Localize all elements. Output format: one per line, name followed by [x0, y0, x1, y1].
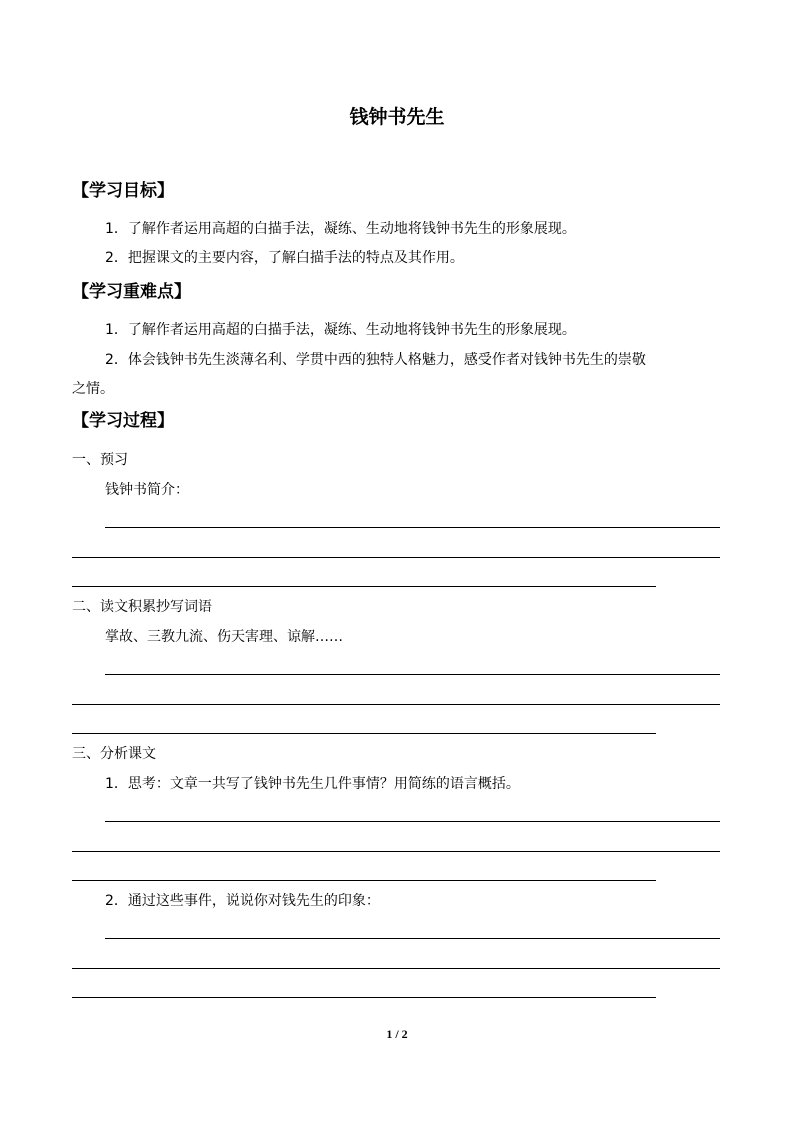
section-heading-goals: 【学习目标】	[72, 181, 174, 201]
subsection-title-analysis: 三、分析课文	[72, 746, 156, 762]
answer-line[interactable]	[72, 733, 656, 734]
subsection-title-vocab: 二、读文积累抄写词语	[72, 599, 212, 615]
section-heading-key-points: 【学习重难点】	[72, 282, 191, 302]
answer-line[interactable]	[72, 880, 656, 881]
answer-line[interactable]	[105, 938, 720, 939]
page-number: 1 / 2	[386, 1027, 408, 1041]
analysis-question-2: 2．通过这些事件，说说你对钱先生的印象：	[105, 893, 380, 909]
key-point-item: 2．体会钱钟书先生淡薄名利、学贯中西的独特人格魅力，感受作者对钱钟书先生的崇敬	[105, 352, 646, 368]
answer-line[interactable]	[105, 821, 720, 822]
answer-line[interactable]	[72, 586, 656, 587]
answer-line[interactable]	[72, 851, 720, 852]
answer-line[interactable]	[72, 968, 720, 969]
vocab-words: 掌故、三教九流、伤天害理、谅解……	[105, 629, 343, 645]
subsection-title-preview: 一、预习	[72, 452, 128, 468]
key-point-item: 1．了解作者运用高超的白描手法，凝练、生动地将钱钟书先生的形象展现。	[105, 322, 576, 338]
section-heading-process: 【学习过程】	[72, 411, 174, 431]
answer-line[interactable]	[72, 997, 656, 998]
key-point-item-continuation: 之情。	[72, 381, 114, 397]
analysis-question-1: 1．思考：文章一共写了钱钟书先生几件事情？用简练的语言概括。	[105, 776, 520, 792]
answer-line[interactable]	[105, 674, 720, 675]
answer-line[interactable]	[72, 704, 720, 705]
answer-line[interactable]	[72, 557, 720, 558]
goal-item: 2．把握课文的主要内容，了解白描手法的特点及其作用。	[105, 250, 464, 266]
answer-line[interactable]	[105, 527, 720, 528]
goal-item: 1．了解作者运用高超的白描手法，凝练、生动地将钱钟书先生的形象展现。	[105, 221, 576, 237]
page-title: 钱钟书先生	[349, 106, 445, 128]
preview-prompt: 钱钟书简介：	[105, 482, 189, 498]
